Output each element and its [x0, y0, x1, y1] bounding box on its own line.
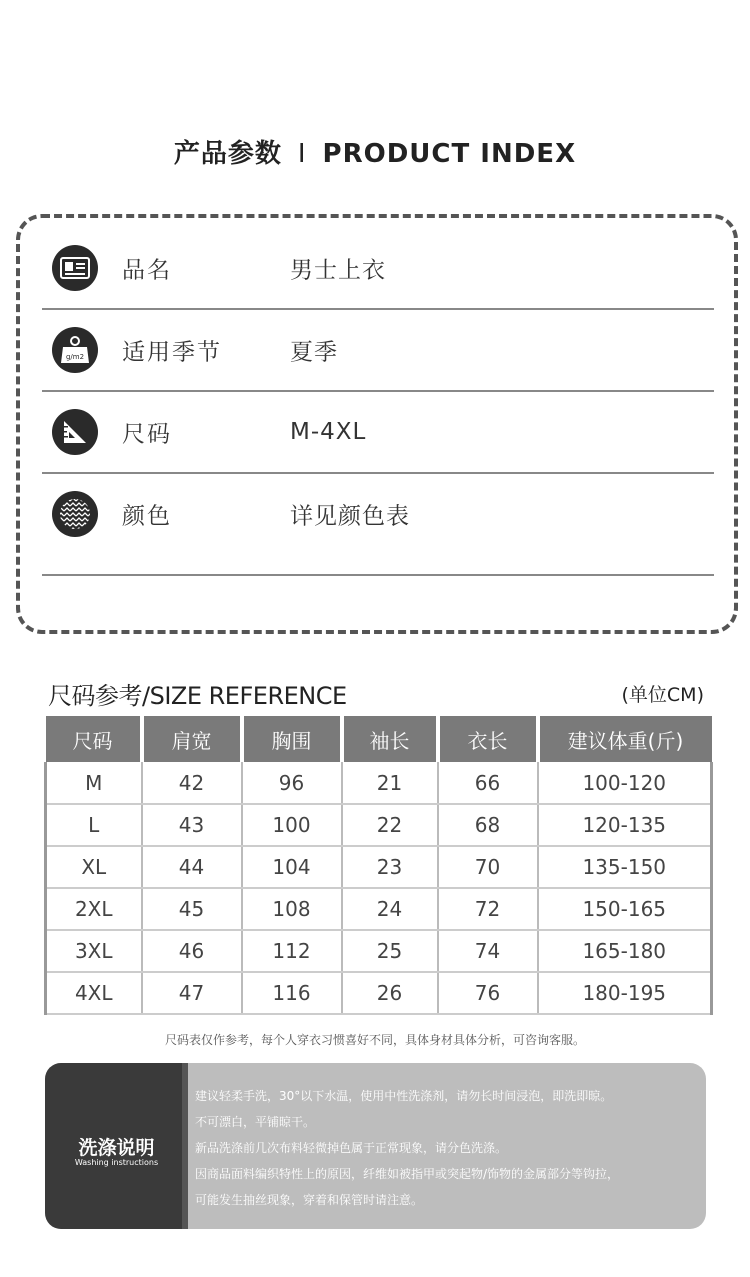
table-cell: 2XL — [46, 888, 142, 930]
washing-title-panel — [45, 1063, 188, 1229]
table-cell: 135-150 — [538, 846, 712, 888]
washing-text — [195, 1083, 700, 1213]
table-header-cell: 袖长 — [342, 716, 438, 762]
param-label: 品名 — [122, 257, 172, 284]
table-cell: 25 — [342, 930, 438, 972]
page-title-en: PRODUCT INDEX — [322, 139, 577, 169]
table-cell: 22 — [342, 804, 438, 846]
table-row — [46, 846, 712, 888]
param-value: 夏季 — [290, 339, 338, 366]
param-value: 男士上衣 — [290, 257, 386, 284]
table-header-cell: 尺码 — [46, 716, 142, 762]
table-cell: 96 — [242, 762, 342, 804]
table-header-cell: 建议体重(斤) — [538, 716, 712, 762]
fabric-pattern-icon — [52, 491, 98, 537]
table-cell: 165-180 — [538, 930, 712, 972]
size-reference-title: 尺码参考/SIZE REFERENCE — [48, 682, 347, 710]
weight-icon — [52, 327, 98, 373]
param-row-name — [42, 228, 714, 310]
param-row-season — [42, 310, 714, 392]
param-row-color — [42, 474, 714, 576]
washing-title-cn: 洗涤说明 — [78, 1137, 155, 1159]
table-cell: 45 — [142, 888, 242, 930]
table-cell: 68 — [438, 804, 538, 846]
washing-title-en: Washing instructions — [74, 1158, 159, 1167]
table-cell: 180-195 — [538, 972, 712, 1014]
table-row — [46, 888, 712, 930]
table-row — [46, 762, 712, 804]
table-cell: 120-135 — [538, 804, 712, 846]
washing-line: 因商品面料编织特性上的原因，纤维如被指甲或突起物/饰物的金属部分等钩拉， — [195, 1167, 620, 1181]
table-cell: 46 — [142, 930, 242, 972]
size-table — [44, 716, 713, 1015]
title-separator: I — [297, 139, 307, 169]
table-header-cell: 肩宽 — [142, 716, 242, 762]
table-cell: L — [46, 804, 142, 846]
table-cell: 23 — [342, 846, 438, 888]
table-cell: 76 — [438, 972, 538, 1014]
table-cell: 116 — [242, 972, 342, 1014]
washing-line: 可能发生抽丝现象，穿着和保管时请注意。 — [195, 1193, 424, 1207]
ruler-icon — [52, 409, 98, 455]
param-label: 适用季节 — [122, 339, 222, 366]
table-cell: 100-120 — [538, 762, 712, 804]
table-row — [46, 804, 712, 846]
table-cell: 47 — [142, 972, 242, 1014]
table-header-cell: 胸围 — [242, 716, 342, 762]
unit-label: (单位CM) — [621, 684, 704, 706]
table-cell: 108 — [242, 888, 342, 930]
product-params-box — [16, 214, 738, 634]
table-cell: M — [46, 762, 142, 804]
table-row — [46, 930, 712, 972]
table-cell: 24 — [342, 888, 438, 930]
table-header-row — [46, 716, 712, 762]
table-cell: 72 — [438, 888, 538, 930]
table-cell: 21 — [342, 762, 438, 804]
table-cell: 26 — [342, 972, 438, 1014]
washing-line: 不可漂白，平铺晾干。 — [195, 1115, 316, 1129]
table-cell: 100 — [242, 804, 342, 846]
table-cell: 43 — [142, 804, 242, 846]
table-cell: XL — [46, 846, 142, 888]
washing-instructions-box — [45, 1063, 706, 1229]
id-card-icon — [52, 245, 98, 291]
table-cell: 150-165 — [538, 888, 712, 930]
washing-line: 建议轻柔手洗，30°以下水温，使用中性洗涤剂，请勿长时间浸泡，即洗即晾。 — [195, 1089, 613, 1103]
param-row-size — [42, 392, 714, 474]
param-label: 尺码 — [122, 421, 172, 448]
table-cell: 66 — [438, 762, 538, 804]
size-table-note: 尺码表仅作参考，每个人穿衣习惯喜好不同，具体身材具体分析，可咨询客服。 — [164, 1033, 585, 1047]
table-row — [46, 972, 712, 1014]
svg-text:g/m2: g/m2 — [65, 353, 85, 361]
table-cell: 42 — [142, 762, 242, 804]
table-cell: 74 — [438, 930, 538, 972]
table-cell: 3XL — [46, 930, 142, 972]
param-value: 详见颜色表 — [290, 503, 410, 530]
table-cell: 112 — [242, 930, 342, 972]
param-value: M-4XL — [290, 419, 367, 445]
table-cell: 44 — [142, 846, 242, 888]
washing-line: 新品洗涤前几次布料轻微掉色属于正常现象，请分色洗涤。 — [195, 1141, 508, 1155]
table-cell: 4XL — [46, 972, 142, 1014]
table-cell: 104 — [242, 846, 342, 888]
page-title — [0, 133, 750, 170]
table-cell: 70 — [438, 846, 538, 888]
page-title-cn: 产品参数 — [173, 139, 282, 169]
table-header-cell: 衣长 — [438, 716, 538, 762]
param-label: 颜色 — [122, 503, 172, 530]
